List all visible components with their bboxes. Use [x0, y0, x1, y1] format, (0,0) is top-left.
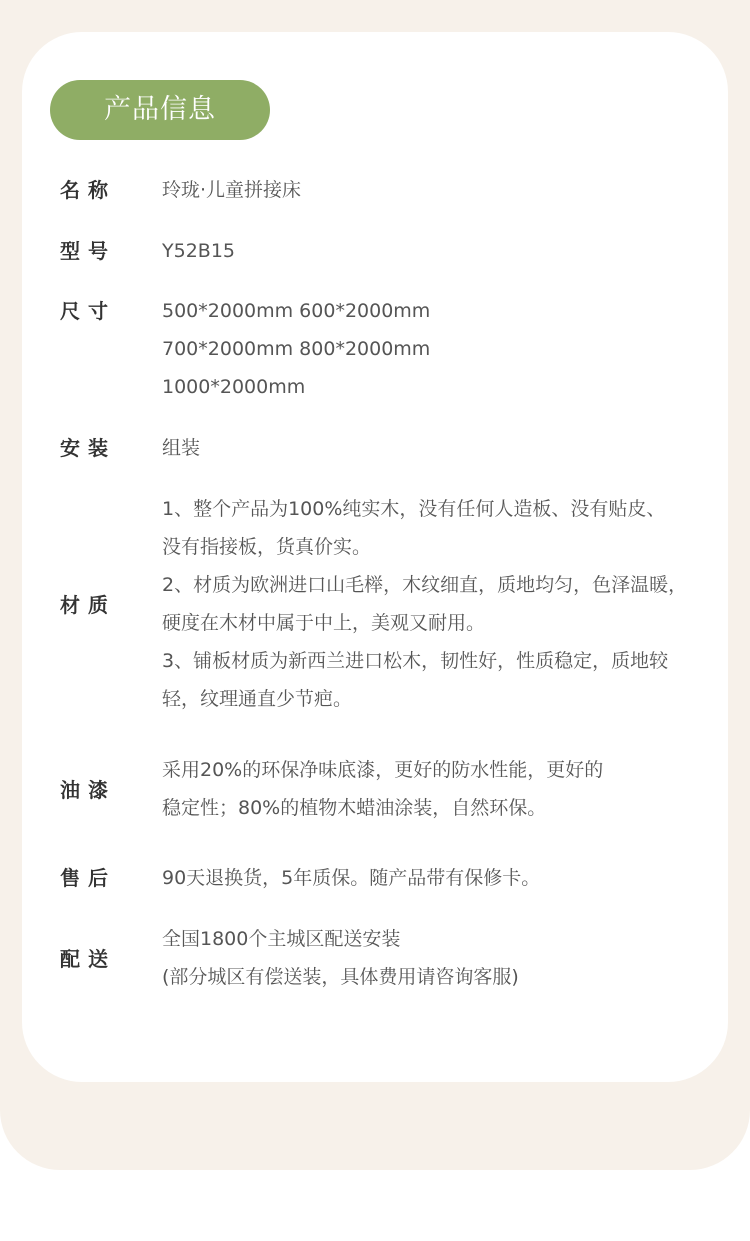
- row-label: 安装: [60, 436, 116, 460]
- value-line: 3、铺板材质为新西兰进口松木，韧性好，性质稳定，质地较: [162, 650, 669, 672]
- row-label: 售后: [60, 866, 116, 890]
- row-label: 配送: [60, 947, 116, 971]
- row-value: [162, 429, 732, 467]
- value-line: 组装: [162, 437, 201, 459]
- value-line: 采用20%的环保净味底漆，更好的防水性能，更好的: [162, 759, 604, 781]
- value-line: 全国1800个主城区配送安装: [162, 928, 401, 950]
- value-line: 玲珑·儿童拼接床: [162, 179, 302, 201]
- row-value: [162, 232, 732, 270]
- value-line: 2、材质为欧洲进口山毛榉，木纹细直，质地均匀，色泽温暖，: [162, 574, 688, 596]
- value-line: Y52B15: [162, 240, 235, 262]
- row-label: 名称: [60, 178, 116, 202]
- value-line: 700*2000mm 800*2000mm: [162, 338, 431, 360]
- row-value: [162, 292, 732, 406]
- row-label: 型号: [60, 239, 116, 263]
- value-line: 硬度在木材中属于中上，美观又耐用。: [162, 612, 486, 634]
- row-value: [162, 490, 732, 718]
- value-line: 没有指接板，货真价实。: [162, 536, 372, 558]
- row-label: 尺寸: [60, 299, 116, 323]
- value-line: 轻，纹理通直少节疤。: [162, 688, 353, 710]
- row-value: [162, 859, 732, 897]
- value-line: 稳定性；80%的植物木蜡油涂装，自然环保。: [162, 797, 547, 819]
- row-value: [162, 751, 732, 827]
- row-label: 材质: [60, 593, 116, 617]
- row-value: [162, 920, 732, 996]
- row-label: 油漆: [60, 778, 116, 802]
- value-line: (部分城区有偿送装，具体费用请咨询客服): [162, 966, 519, 988]
- row-value: [162, 171, 732, 209]
- value-line: 1、整个产品为100%纯实木，没有任何人造板、没有贴皮、: [162, 498, 666, 520]
- section-title-badge: 产品信息: [50, 80, 270, 140]
- value-line: 90天退换货，5年质保。随产品带有保修卡。: [162, 867, 541, 889]
- value-line: 500*2000mm 600*2000mm: [162, 300, 431, 322]
- value-line: 1000*2000mm: [162, 376, 306, 398]
